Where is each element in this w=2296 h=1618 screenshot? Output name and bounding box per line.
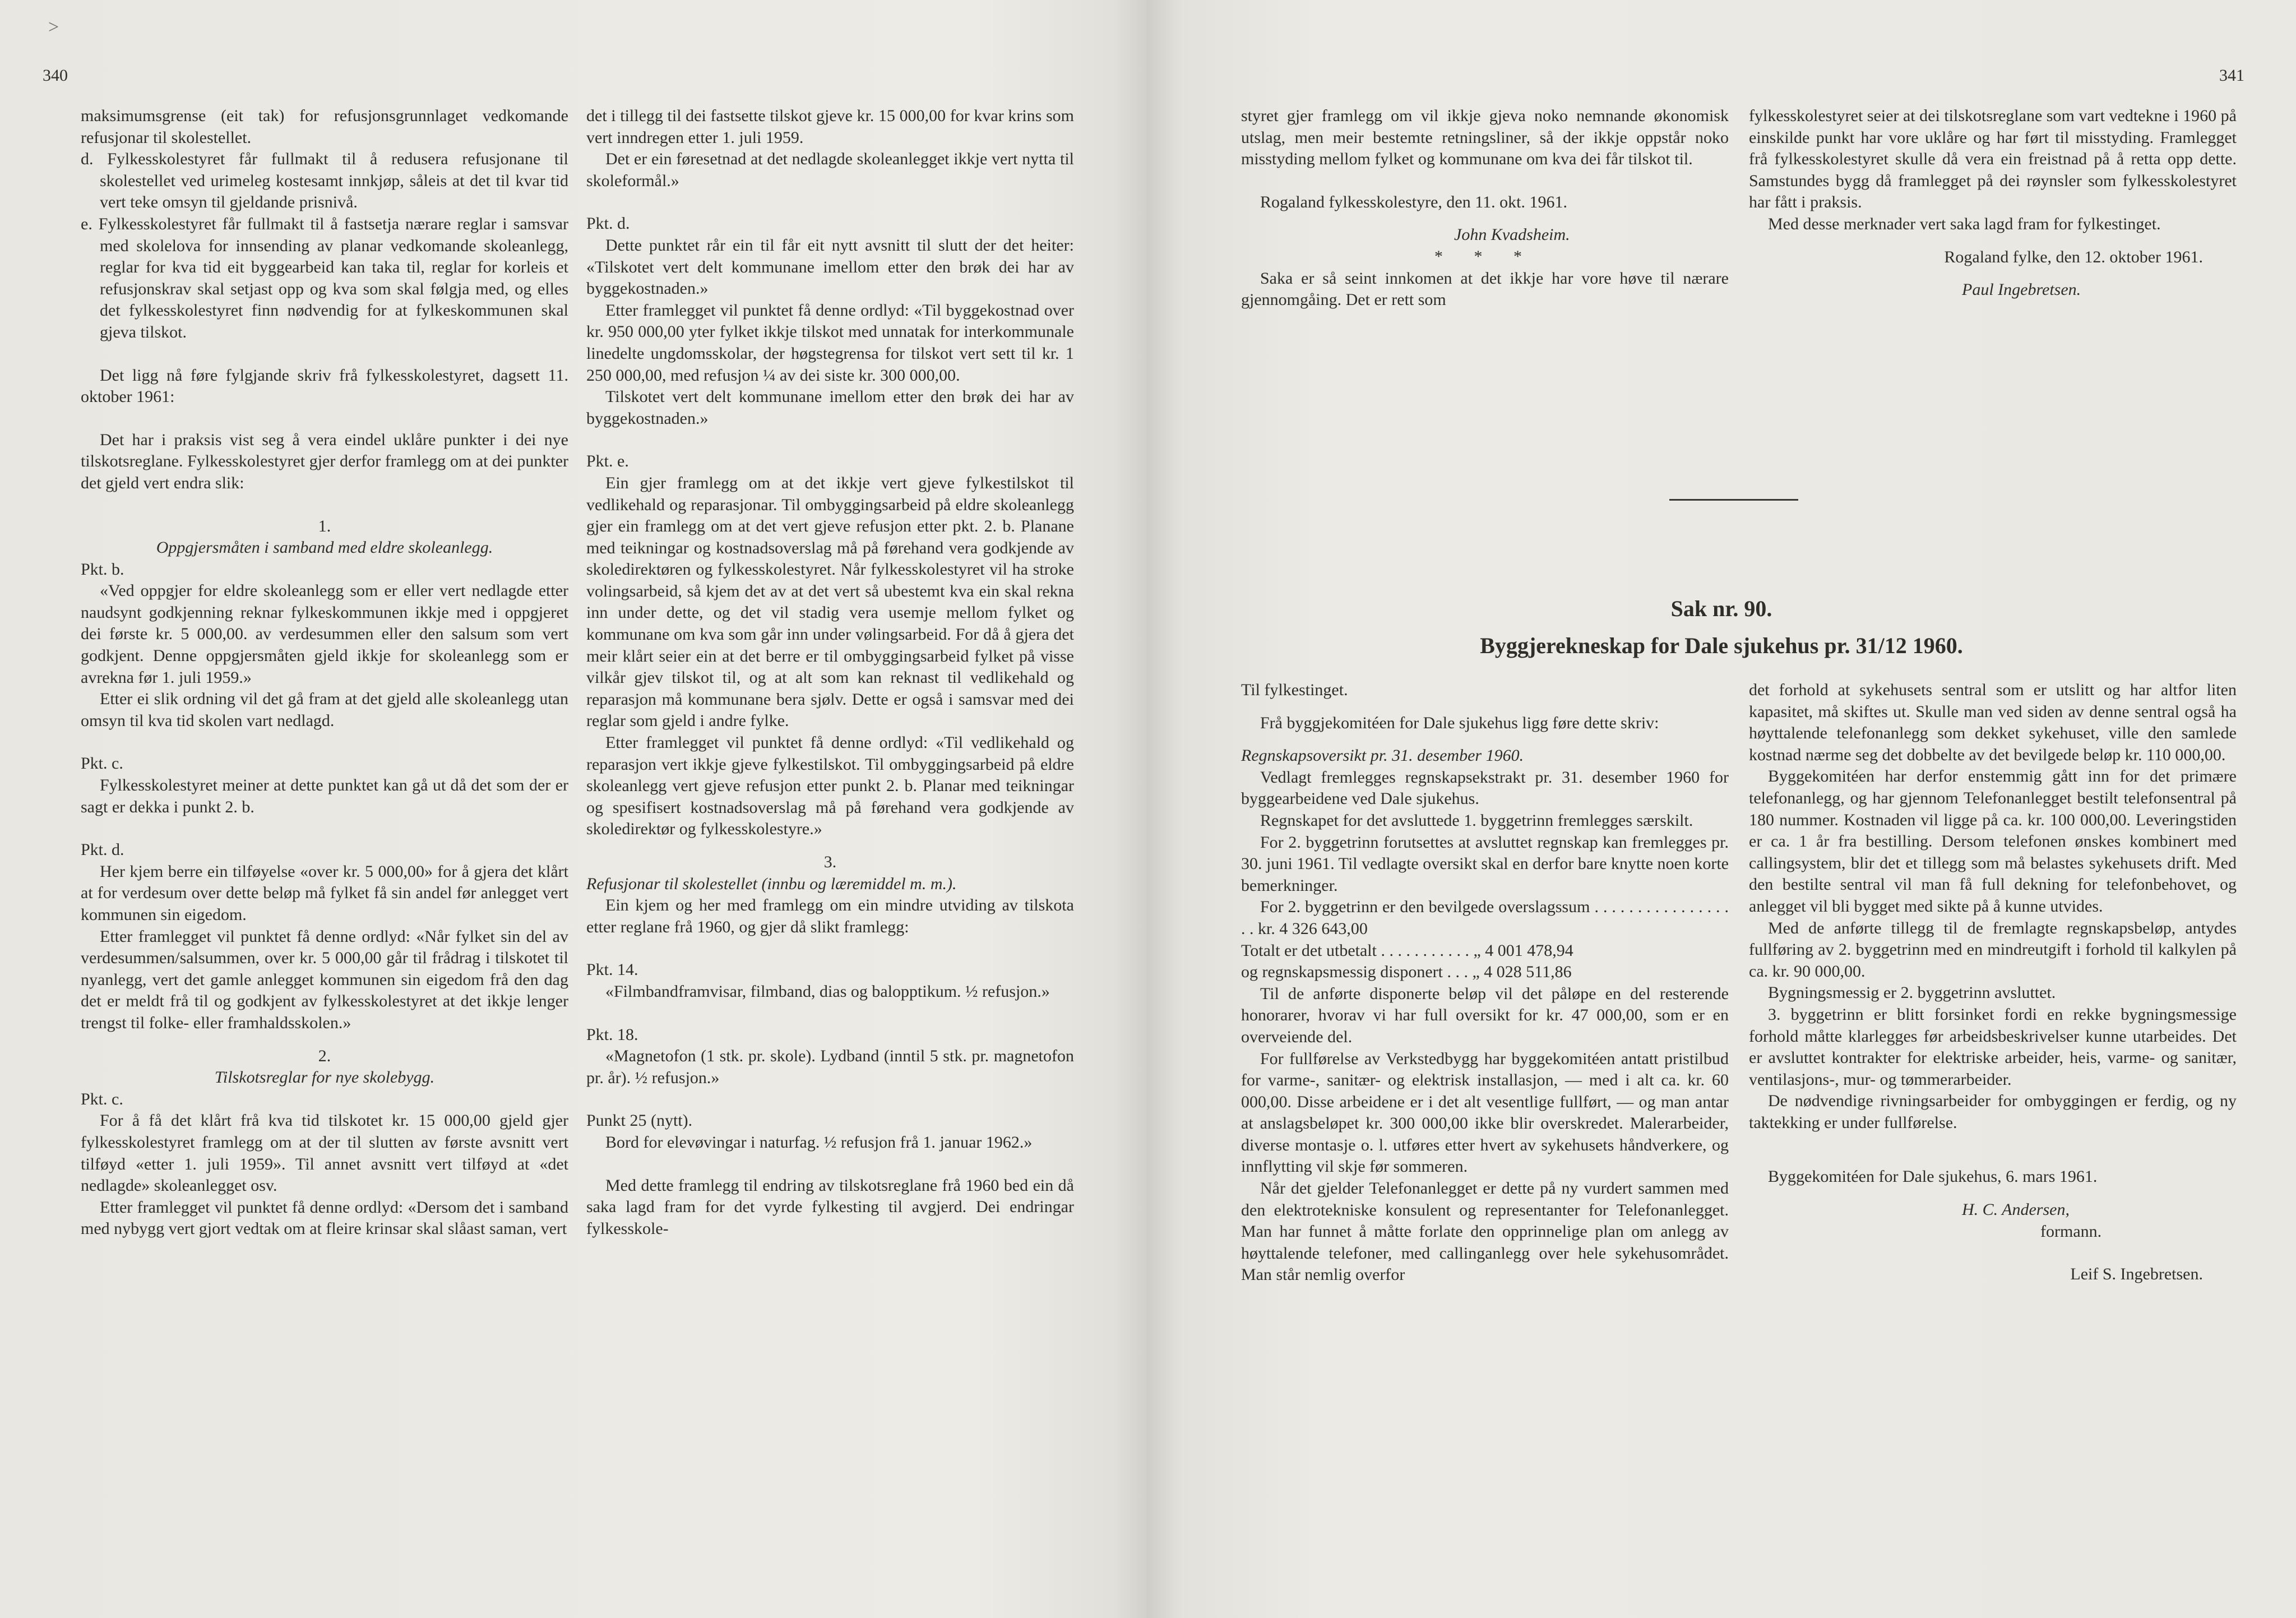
text-paragraph: Til de anførte disponerte beløp vil det påløpe en del resterende honorarer, hvorav vi har full oversikt for kr. 47 000,00, som er en overveiende del.	[1241, 984, 1729, 1046]
paragraph-spacer	[586, 938, 1074, 959]
text-paragraph: 1.	[318, 516, 331, 535]
text-paragraph: Etter framlegget vil punktet få denne ordlyd: «Når fylket sin del av verdesummen/salsummen, over kr. 5 000,00 går til frådrag i tilskotet til nyanlegg, vert det gamle anlegget kommunen sin eigedom frå den dag det er meldt frå til og godkjent av fylkesskolestyret at det ikkje lenger trengst til folke- eller framhaldsskolen.»	[81, 927, 568, 1032]
paragraph-spacer	[586, 1089, 1074, 1110]
text-paragraph: Pkt. b.	[81, 560, 124, 579]
left-page	[0, 0, 1147, 1618]
corner-mark: >	[48, 17, 59, 38]
paragraph-spacer	[81, 408, 568, 429]
text-paragraph: styret gjer framlegg om vil ikkje gjeva noko nemnande økonomisk utslag, men meir bestemte retningsliner, så der ikkje oppstår noko misstyding mellom fylket og kommunane om kva dei får tilskot til.	[1241, 107, 1729, 169]
paragraph-spacer	[1241, 170, 1729, 192]
text-paragraph: Pkt. c.	[81, 1089, 123, 1108]
text-paragraph: «Ved oppgjer for eldre skoleanlegg som er eller vert nedlagde etter naudsynt godkjenning reknar fylkeskommunen ikkje med i oppgjeret dei første kr. 5 000,00. av verdesummen eller den salsum som vert godkjent. Denne oppgjersmåten gjeld ikkje for skoleanlegg som er avrekna før 1. juli 1959.»	[81, 581, 568, 687]
text-paragraph: Når det gjelder Telefonanlegget er dette på ny vurdert sammen med den elektrotekniske konsulent og representanter for Telefonanlegget. Man har funnet å måtte forlate den opprinnelige plan om anlegg av høyttalende telefoner, med callinganlegg over hele sykehusområdet. Man står nemlig overfor	[1241, 1179, 1729, 1284]
text-paragraph: Ein kjem og her med framlegg om ein mindre utviding av tilskota etter reglane frå 1960, og gjer då slikt framlegg:	[586, 896, 1074, 936]
text-paragraph: Fylkesskolestyret meiner at dette punktet kan gå ut då det som der er sagt er dekka i punkt 2. b.	[81, 776, 568, 816]
paragraph-spacer	[586, 840, 1074, 852]
text-paragraph: Refusjonar til skolestellet (innbu og læremiddel m. m.).	[586, 874, 957, 893]
page-number-left: 340	[43, 66, 68, 85]
text-paragraph: Etter framlegget vil punktet få denne ordlyd: «Til vedlikehald og reparasjon vert ikkje gjeve fylkestilskot. Til ombyggingsarbeid på eldre skoleanlegg vert gjeve refusjon etter punkt 2. b. Planar med teikningar og spesifisert kostnadsoverslag må på førehand vera godkjende av skoledirektør og fylkesskolestyre.»	[586, 733, 1074, 839]
left-column-2	[586, 105, 1074, 1240]
text-paragraph: Regnskapet for det avsluttede 1. byggetrinn fremlegges særskilt.	[1260, 811, 1693, 830]
text-paragraph: Punkt 25 (nytt).	[586, 1111, 693, 1130]
text-paragraph: 3.	[823, 853, 837, 871]
paragraph-spacer	[586, 1154, 1074, 1175]
left-column-1	[81, 105, 568, 1240]
paragraph-spacer	[1241, 213, 1729, 224]
text-paragraph: Til fylkestinget.	[1241, 681, 1348, 699]
text-paragraph: Etter ei slik ordning vil det gå fram at det gjeld alle skoleanlegg utan omsyn til kva tid skolen vart nedlagd.	[81, 690, 568, 730]
text-paragraph: For å få det klårt frå kva tid tilskotet kr. 15 000,00 gjeld gjer fylkesskolestyret framlegg om at der til slutten av første avsnitt vert tilføyd «etter 1. juli 1959». Til annet avsnitt vert tilføyd at «det nedlagde» skoleanlegget osv.	[81, 1111, 568, 1195]
text-paragraph: Pkt. 18.	[586, 1025, 638, 1044]
text-paragraph: Vedlagt fremlegges regnskapsekstrakt pr. 31. desember 1960 for byggearbeidene ved Dale sjukehus.	[1241, 768, 1729, 808]
text-paragraph: Frå byggjekomitéen for Dale sjukehus ligg føre dette skriv:	[1260, 713, 1659, 732]
text-paragraph: maksimumsgrense (eit tak) for refusjonsgrunnlaget vedkomande refusjonar til skolestellet.	[81, 107, 568, 147]
text-paragraph: det forhold at sykehusets sentral som er utslitt og har altfor liten kapasitet, må skiftes ut. Skulle man ved siden av denne sentral også ha høyttalende telefonanlegg som dekket sykehuset, ville den samlede kostnad nærme seg det dobbelte av det bevilgede beløp kr. 110 000,00.	[1749, 681, 2237, 764]
right-column-1-top	[1241, 105, 1729, 311]
text-paragraph: Med de anførte tillegg til de fremlagte regnskapsbeløp, antydes fullføring av 2. byggetrinn med en mindreutgift i forhold til kalkylen på ca. kr. 90 000,00.	[1749, 918, 2237, 981]
paragraph-spacer	[1749, 1134, 2237, 1155]
text-paragraph: Med dette framlegg til endring av tilskotsreglane frå 1960 bed ein då saka lagd fram for det vyrde fylkesting til avgjerd. Dei endringar fylkesskole-	[586, 1176, 1074, 1238]
sak-subtitle: Byggjerekneskap for Dale sjukehus pr. 31/12 1960.	[1480, 633, 1963, 658]
paragraph-spacer	[81, 732, 568, 753]
paragraph-spacer	[81, 344, 568, 365]
text-paragraph: 3. byggetrinn er blitt forsinket fordi en rekke bygningsmessige forhold måtte klarlegges før arbeidsbeskrivelser kunne utarbeides. Det er avsluttet kontrakter for elektriske arbeider, heis, varme- og sanitær, ventilasjons-, mur- og tømmerarbeider.	[1749, 1005, 2237, 1089]
text-paragraph: For 2. byggetrinn forutsettes at avsluttet regnskap kan fremlegges pr. 30. juni 1961. Til vedlagte oversikt skal en derfor bare knytte noen korte bemerkninger.	[1241, 833, 1729, 895]
paragraph-spacer	[586, 429, 1074, 451]
text-paragraph: For 2. byggetrinn er den bevilgede overslagssum . . . . . . . . . . . . . . . . . . kr. 4 326 643,00	[1241, 898, 1729, 938]
paragraph-spacer	[1241, 701, 1729, 713]
text-paragraph: Pkt. c.	[81, 754, 123, 773]
text-paragraph: «Filmbandframvisar, filmband, dias og balopptikum. ½ refusjon.»	[605, 982, 1050, 1001]
right-page	[1147, 0, 2296, 1618]
text-paragraph: Byggekomitéen har derfor enstemmig gått inn for det primære telefonanlegg, og har gjennom Telefonanlegget bestilt telefonsentral på 180 nummer. Kostnaden vil ligge på ca. kr. 100 000,00. Leveringstiden er ca. 1 år fra bestilling. Dersom telefonen ønskes kombinert med callingsystem, blir det et tillegg som må belastes sykehusets drift. Med den bestilte sentral vil man få full dekning for telefonbehovet, og anlegget vil bli bygget med sikte på å kunne utvides.	[1749, 767, 2237, 916]
paragraph-spacer	[586, 1003, 1074, 1024]
text-paragraph: Oppgjersmåten i samband med eldre skoleanlegg.	[156, 538, 493, 557]
paragraph-spacer	[1749, 235, 2237, 247]
text-paragraph: Totalt er det utbetalt . . . . . . . . . . . „ 4 001 478,94	[1241, 941, 1573, 960]
paragraph-spacer	[1749, 1242, 2237, 1264]
text-paragraph: Etter framlegget vil punktet få denne ordlyd: «Til byggekostnad over kr. 950 000,00 yter fylket ikkje tilskot med unnatak for interkommunale linedelte ungdomsskolar, der høgstegrensa for tilskot vert sett til kr. 1 250 000,00, med refusjon ¼ av dei siste kr. 300 000,00.	[586, 301, 1074, 385]
text-paragraph: Bygningsmessig er 2. byggetrinn avsluttet.	[1768, 983, 2056, 1002]
text-paragraph: Tilskotet vert delt kommunane imellom etter den brøk dei har av byggekostnaden.»	[586, 387, 1074, 428]
text-paragraph: Tilskotsreglar for nye skolebygg.	[214, 1068, 435, 1087]
right-column-2-bottom	[1749, 679, 2237, 1286]
paragraph-spacer	[81, 818, 568, 839]
text-paragraph: Saka er så seint innkomen at det ikkje har vore høve til nærare gjennomgåing. Det er rett som	[1241, 269, 1729, 309]
text-paragraph: Paul Ingebretsen.	[1962, 280, 2081, 299]
text-paragraph: Etter framlegget vil punktet få denne ordlyd: «Dersom det i samband med nybygg vert gjort vedtak om at fleire krinsar skal slåast saman, vert	[81, 1198, 568, 1238]
paragraph-spacer	[81, 494, 568, 516]
paragraph-spacer	[1749, 268, 2237, 279]
paragraph-spacer	[586, 192, 1074, 213]
text-paragraph: Her kjem berre ein tilføyelse «over kr. 5 000,00» for å gjera det klårt at for verdesum over dette beløp må fylket få sin andel før anlegget vert kommunen sin eigedom.	[81, 862, 568, 924]
paragraph-spacer	[1749, 1188, 2237, 1199]
text-paragraph: Det er ein føresetnad at det nedlagde skoleanlegget ikkje vert nytta til skoleformål.»	[586, 150, 1074, 190]
text-paragraph: fylkesskolestyret seier at dei tilskotsreglane som vart vedtekne i 1960 på einskilde punkt har vore uklåre og har ført til misstyding. Framlegget frå fylkesskolestyret skulle då vera ein freistnad på å retta opp dette. Samstundes bygg då framlegget på dei røynsler som fylkesskolestyret har fått i praksis.	[1749, 107, 2237, 212]
paragraph-spacer	[1241, 734, 1729, 745]
text-paragraph: 2.	[318, 1046, 331, 1065]
text-paragraph: Pkt. e.	[586, 452, 629, 471]
text-paragraph: * * *	[1434, 247, 1535, 266]
text-paragraph: og regnskapsmessig disponert . . . „ 4 028 511,86	[1241, 963, 1572, 982]
text-paragraph: «Magnetofon (1 stk. pr. skole). Lydband (inntil 5 stk. pr. magnetofon pr. år). ½ refusjon.»	[586, 1047, 1074, 1087]
text-paragraph: John Kvadsheim.	[1454, 225, 1570, 244]
text-paragraph: e. Fylkesskolestyret får fullmakt til å fastsetja nærare reglar i samsvar med skolelova for innsending av planar vedkomande skoleanlegg, reglar for kva tid eit byggearbeid kan taka til, reglar for korleis et refusjonskrav skal setjast opp og kva som skal følgja med, og elles det fylkesskolestyret finn nødvendig for at fylkeskommunen skal gjeva tilskot.	[81, 214, 568, 341]
text-paragraph: Det har i praksis vist seg å vera eindel uklåre punkter i dei nye tilskotsreglane. Fylkesskolestyret gjer derfor framlegg om at dei punkter det gjeld vert endra slik:	[81, 430, 568, 492]
text-paragraph: Det ligg nå føre fylgjande skriv frå fylkesskolestyret, dagsett 11. oktober 1961:	[81, 366, 568, 406]
sak-title: Sak nr. 90.	[1670, 596, 1772, 621]
text-paragraph: formann.	[2040, 1222, 2102, 1241]
right-column-2-top	[1749, 105, 2237, 301]
text-paragraph: Byggekomitéen for Dale sjukehus, 6. mars 1961.	[1768, 1167, 2098, 1186]
text-paragraph: Bord for elevøvingar i naturfag. ½ refusjon frå 1. januar 1962.»	[605, 1132, 1033, 1152]
text-paragraph: det i tillegg til dei fastsette tilskot gjeve kr. 15 000,00 for kvar krins som vert inndregen etter 1. juli 1959.	[586, 107, 1074, 147]
page-number-right: 341	[2219, 66, 2244, 85]
paragraph-spacer	[81, 1034, 568, 1046]
text-paragraph: Pkt. 14.	[586, 960, 638, 979]
text-paragraph: Rogaland fylke, den 12. oktober 1961.	[1944, 247, 2203, 266]
text-paragraph: For fullførelse av Verkstedbygg har byggekomitéen antatt pristilbud for varme-, sanitær- og elektrisk installasjon, — med i alt ca. kr. 60 000,00. Disse arbeidene er i det alt vesentlige fullført, — og man antar at anslagsbeløpet kr. 300 000,00 ikke blir overskredet. Malerarbeider, diverse montasje o. l. utføres etter hvert av sykehusets håndverkere, og innflytting vil skje før sommeren.	[1241, 1049, 1729, 1176]
text-paragraph: Regnskapsoversikt pr. 31. desember 1960.	[1241, 746, 1524, 765]
text-paragraph: Pkt. d.	[81, 840, 124, 859]
paragraph-spacer	[1749, 1155, 2237, 1166]
text-paragraph: De nødvendige rivningsarbeider for ombyggingen er ferdig, og ny taktekking er under fullførelse.	[1749, 1092, 2237, 1132]
text-paragraph: Ein gjer framlegg om at det ikkje vert gjeve fylkestilskot til vedlikehald og reparasjonar. Til ombyggingsarbeid på eldre skoleanlegg gjer ein framlegg om at det vert gjeve refusjon etter pkt. 2. b. Planane med teikningar og kostnadsoverslag må på førehand vera godkjende av skoledirektøren og fylkesskolestyret. Når fylkesskolestyret vil ha stroke volingsarbeid, så kjem det av at det vert så ubestemt kva ein skal rekna inn under dette, og det vil stadig vera usemje mellom fylket og kommunane om kva som går inn under vølingsarbeid. For då å gjera det meir klårt seier ein at det berre er til ombyggingsarbeid fylket på visse vilkår gjev tilskot til, og at alt som kan reknast til vedlikehald og reparasjon må kommunane bera sjølv. Dette er også i samsvar med dei reglar som gjeld i andre fylke.	[586, 473, 1074, 731]
section-divider	[1669, 499, 1798, 501]
text-paragraph: H. C. Andersen,	[1962, 1200, 2070, 1219]
right-column-1-bottom	[1241, 679, 1729, 1286]
text-paragraph: Rogaland fylkesskolestyre, den 11. okt. 1961.	[1260, 192, 1567, 211]
text-paragraph: Dette punktet rår ein til får eit nytt avsnitt til slutt der det heiter: «Tilskotet vert delt kommunane imellom etter den brøk dei har av byggekostnaden.»	[586, 235, 1074, 298]
text-paragraph: Pkt. d.	[586, 214, 630, 233]
text-paragraph: Med desse merknader vert saka lagd fram for fylkestinget.	[1768, 214, 2161, 233]
text-paragraph: d. Fylkesskolestyret får fullmakt til å redusera refusjonane til skolestellet ved urimeleg kostesamt innkjøp, såleis at det til kvar tid vert teke omsyn til gjeldande prisnivå.	[81, 150, 568, 212]
text-paragraph: Leif S. Ingebretsen.	[2070, 1265, 2203, 1284]
